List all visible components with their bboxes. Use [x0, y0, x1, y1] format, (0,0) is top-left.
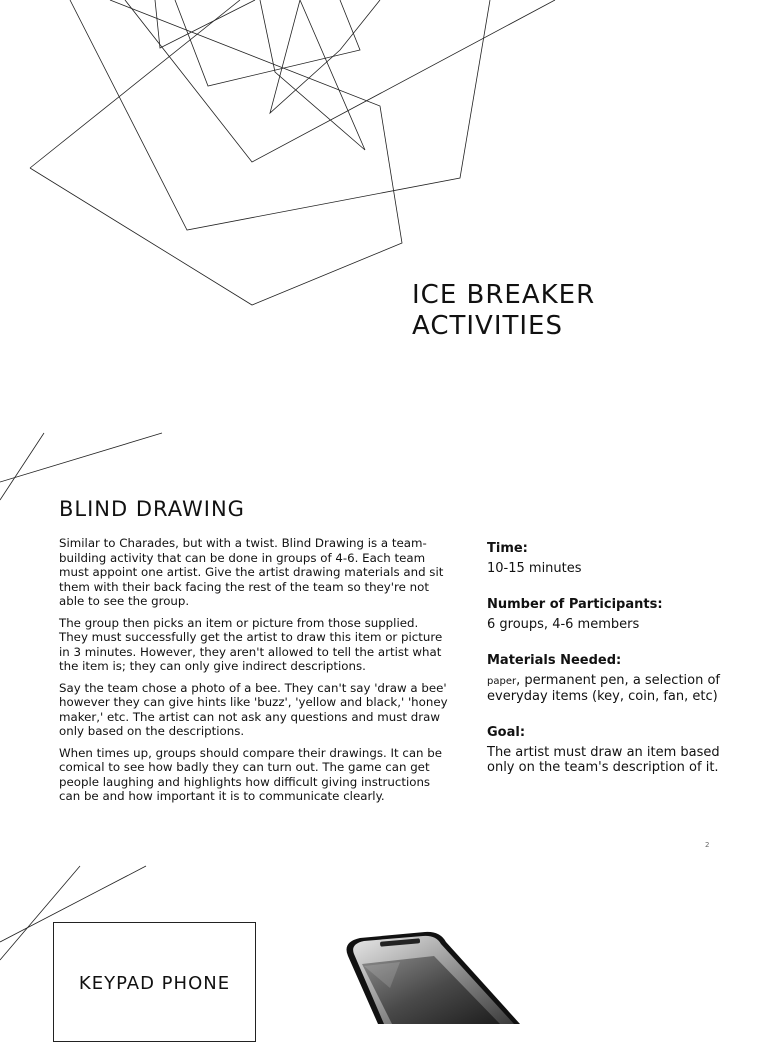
paragraph: Similar to Charades, but with a twist. Blind Drawing is a team-building activity that can be done in groups of 4-6. Each team must appoint one artist. Give the artist drawing materials and sit them with their back facing the rest of the team so they're not able to see the group.	[59, 536, 444, 608]
materials-prefix: paper	[487, 676, 517, 687]
title-line-1: ICE BREAKER	[412, 280, 596, 310]
paragraph: Say the team chose a photo of a bee. They can't say 'draw a bee' however they can give hints like 'buzz', 'yellow and black,' 'honey maker,' etc. The artist can not ask any questions and must draw only based on the descriptions.	[59, 680, 448, 738]
participants-label: Number of Participants:	[487, 597, 663, 612]
next-section-box	[53, 922, 256, 1042]
next-section-title: KEYPAD PHONE	[78, 973, 231, 994]
page-number: 2	[705, 841, 710, 849]
goal-label: Goal:	[487, 725, 526, 740]
title-line-2: ACTIVITIES	[412, 311, 563, 341]
activity-description	[59, 536, 449, 811]
participants-value: 6 groups, 4-6 members	[487, 617, 640, 632]
paragraph: The group then picks an item or picture from those supplied. They must successfully get the artist to draw this item or picture in 3 minutes. However, they aren't allowed to tell the artist what the item is; they can only give indirect descriptions.	[59, 615, 443, 673]
mobile-phone-icon	[330, 928, 530, 1024]
section-heading: BLIND DRAWING	[59, 497, 245, 521]
materials-value	[487, 673, 737, 704]
materials-rest: , permanent pen, a selection of everyday items (key, coin, fan, etc)	[487, 673, 721, 704]
paragraph: When times up, groups should compare their drawings. It can be comical to see how badly they can turn out. The game can get people laughing and highlights how difficult giving instructions can be and how important it is to communicate clearly.	[59, 745, 443, 803]
materials-label: Materials Needed:	[487, 653, 622, 668]
goal-value: The artist must draw an item based only on the team's description of it.	[487, 745, 720, 775]
document-title	[412, 280, 595, 342]
time-label: Time:	[487, 541, 528, 556]
activity-details	[487, 541, 737, 796]
time-value: 10-15 minutes	[487, 561, 582, 576]
